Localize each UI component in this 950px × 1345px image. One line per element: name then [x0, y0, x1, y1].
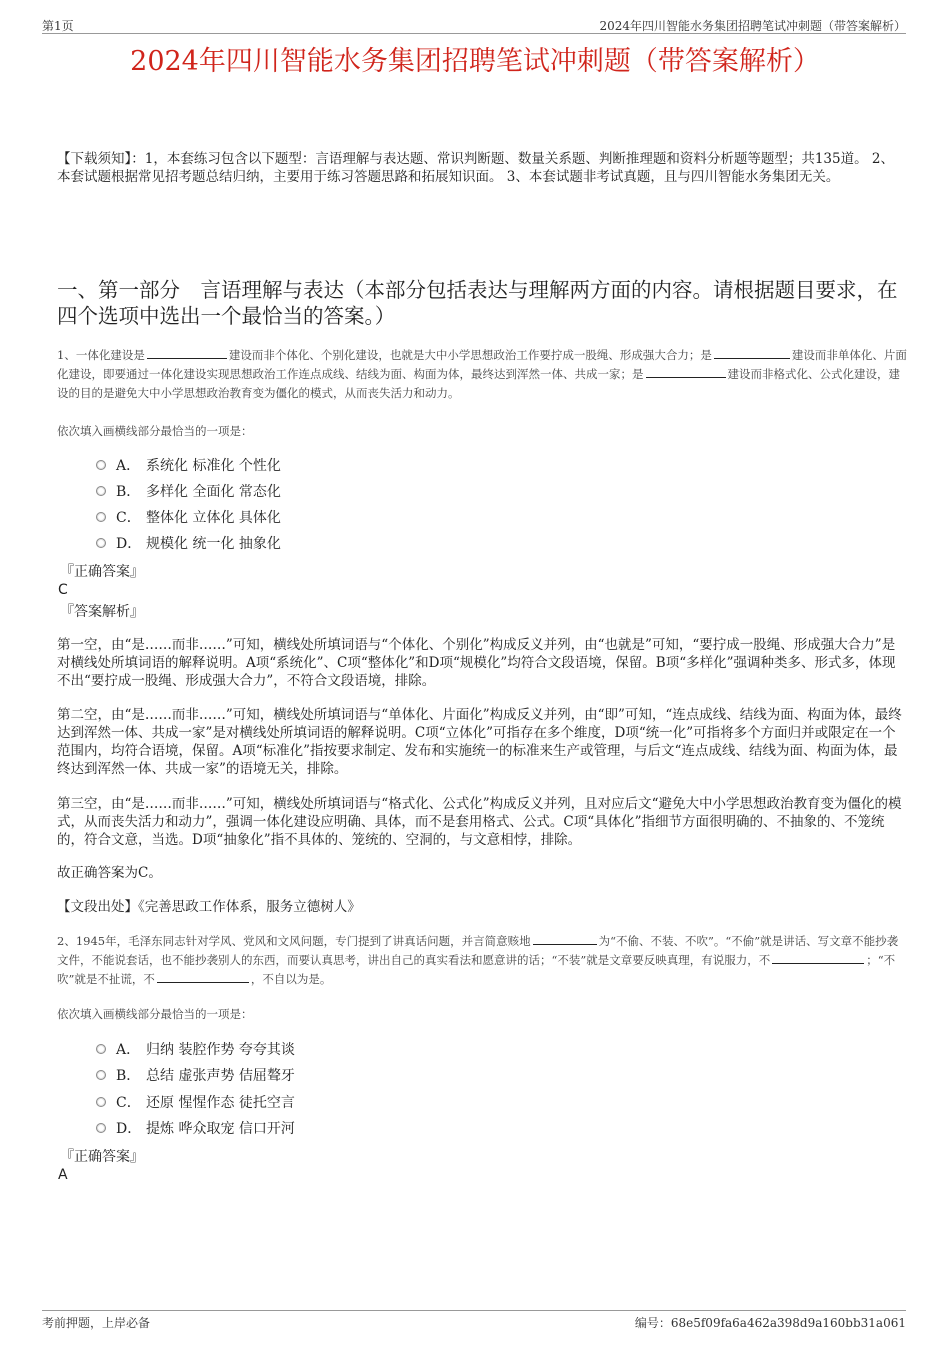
q2-text-part: ，不自以为是。 — [250, 972, 332, 986]
q1-analysis-paragraph: 第二空，由“是……而非……”可知，横线处所填词语与“单体化、片面化”构成反义并列，由“即”可知，“连点成线、结线为面、构面为体，最终达到浑然一体、共成一家”是对横线处所填词语的解释说明。C项“立体化”可指存在多个维度，D项“统一化”可指将多个方面归并或限定在一个范围内，均符合语境，保留。A项“标准化”指按要求制定、发布和实施统一的标准来生产或管理，与后文“连点成线、结线为面、构面为体，最终达到浑然一体、共成一家”的语境无关，排除。 — [57, 707, 902, 777]
q2-option-c[interactable] — [96, 1093, 295, 1113]
document-title: 2024年四川智能水务集团招聘笔试冲刺题（带答案解析） — [130, 46, 820, 77]
q1-analysis-paragraph: 第三空，由“是……而非……”可知，横线处所填词语与“格式化、公式化”构成反义并列，且对应后文“避免大中小学思想政治教育变为僵化的模式，从而丧失活力和动力”，强调一体化建设应明确、具体，而不是套用格式、公式。C项“具体化”指细节方面很明确的、不抽象的、不笼统的，符合文意，当选。D项“抽象化”指不具体的、笼统的、空洞的，与文意相悖，排除。 — [57, 796, 902, 848]
question-1-stem — [57, 346, 907, 403]
option-text: 整体化 立体化 具体化 — [146, 510, 281, 526]
fill-blank — [157, 970, 249, 983]
option-text: 多样化 全面化 常态化 — [146, 484, 281, 500]
q1-text-part: 建设而非格式化、公式化建设，建设的目的是避免大中小学思想政治教育变为僵化的模式，从而丧失活力和动力。 — [57, 367, 900, 400]
option-letter: C． — [116, 1095, 141, 1111]
footer-divider — [42, 1310, 906, 1311]
radio-icon[interactable] — [96, 1123, 106, 1133]
q1-text-part: 建设而非单体化、片面化建设，即要通过一体化建设实现思想政治工作连点成线、结线为面、构面为体，最终达到浑然一体、共成一家；是 — [57, 348, 907, 381]
q2-text-part: 为“不偷、不装、不吹”。“不偷”就是讲话、写文章不能抄袭文件，不能说套话，也不能抄袭别人的东西，而要认真思考，讲出自己的真实看法和愿意讲的话；“不装”就是文章要反映真理，有说服力，不 — [57, 934, 899, 967]
option-letter: B． — [116, 1068, 141, 1084]
radio-icon[interactable] — [96, 486, 106, 496]
q1-text-part: 建设而非个体化、个别化建设，也就是大中小学思想政治工作要拧成一股绳、形成强大合力；是 — [228, 348, 712, 362]
option-letter: D． — [116, 1121, 142, 1137]
q2-text-part: ；“不吹”就是不扯谎，不 — [57, 953, 896, 986]
option-text: 归纳 装腔作势 夸夸其谈 — [146, 1042, 295, 1058]
q1-analysis-label: 『答案解析』 — [60, 604, 144, 620]
q1-answer-label: 『正确答案』 — [60, 564, 144, 580]
fill-blank — [714, 346, 790, 359]
q1-option-a[interactable] — [96, 456, 281, 476]
option-letter: C． — [116, 510, 141, 526]
fill-blank — [646, 365, 726, 378]
q2-text-part: 2、1945年，毛泽东同志针对学风、党风和文风问题，专门提到了讲真话问题，并言简意赅地 — [57, 934, 531, 948]
fill-blank — [772, 951, 864, 964]
running-header-title: 2024年四川智能水务集团招聘笔试冲刺题（带答案解析） — [599, 19, 906, 33]
option-text: 提炼 哗众取宠 信口开河 — [146, 1121, 295, 1137]
radio-icon[interactable] — [96, 1070, 106, 1080]
header-divider — [42, 33, 906, 34]
q2-answer: A — [58, 1167, 68, 1183]
question-2-prompt: 依次填入画横线部分最恰当的一项是： — [57, 1007, 253, 1021]
q2-option-d[interactable] — [96, 1119, 295, 1139]
q1-analysis-paragraph: 第一空，由“是……而非……”可知，横线处所填词语与“个体化、个别化”构成反义并列，由“也就是”可知，“要拧成一股绳、形成强大合力”是对横线处所填词语的解释说明。A项“系统化”、C项“整体化”和D项“规模化”均符合文段语境，保留。B项“多样化”强调种类多、形式多，体现不出“要拧成一股绳、形成强大合力”，不符合文段语境，排除。 — [57, 637, 896, 689]
page-number: 第1页 — [42, 19, 74, 33]
option-text: 系统化 标准化 个性化 — [146, 458, 281, 474]
option-letter: D． — [116, 536, 142, 552]
option-text: 还原 惺惺作态 徒托空言 — [146, 1095, 295, 1111]
q1-analysis-conclusion: 故正确答案为C。 — [57, 865, 162, 881]
footer-serial-number: 编号：68e5f09fa6a462a398d9a160bb31a061 — [634, 1316, 906, 1330]
option-letter: B． — [116, 484, 141, 500]
radio-icon[interactable] — [96, 1097, 106, 1107]
q1-option-b[interactable] — [96, 482, 281, 502]
q1-option-c[interactable] — [96, 508, 281, 528]
q1-option-d[interactable] — [96, 534, 281, 554]
section-heading: 一、第一部分 言语理解与表达（本部分包括表达与理解两方面的内容。请根据题目要求，在四个选项中选出一个最恰当的答案。） — [57, 278, 898, 328]
q1-text-part: 1、一体化建设是 — [57, 348, 145, 362]
footer-slogan: 考前押题，上岸必备 — [42, 1316, 151, 1330]
question-2-stem — [57, 932, 907, 989]
q1-answer: C — [58, 582, 68, 598]
q2-option-a[interactable] — [96, 1040, 295, 1060]
option-text: 规模化 统一化 抽象化 — [146, 536, 281, 552]
fill-blank — [533, 932, 597, 945]
option-letter: A． — [116, 1042, 141, 1058]
q2-answer-label: 『正确答案』 — [60, 1149, 144, 1165]
radio-icon[interactable] — [96, 538, 106, 548]
q1-source: 【文段出处】《完善思政工作体系，服务立德树人》 — [57, 899, 361, 915]
radio-icon[interactable] — [96, 460, 106, 470]
option-letter: A． — [116, 458, 141, 474]
radio-icon[interactable] — [96, 512, 106, 522]
q2-option-b[interactable] — [96, 1066, 295, 1086]
question-1-prompt: 依次填入画横线部分最恰当的一项是： — [57, 424, 253, 438]
download-notice: 【下载须知】：1，本套练习包含以下题型：言语理解与表达题、常识判断题、数量关系题、判断推理题和资料分析题等题型；共135道。 2、本套试题根据常见招考题总结归纳，主要用于练习答题思路和拓展知识面。 3、本套试题非考试真题，且与四川智能水务集团无关。 — [57, 151, 894, 185]
radio-icon[interactable] — [96, 1044, 106, 1054]
option-text: 总结 虚张声势 佶屈聱牙 — [146, 1068, 295, 1084]
fill-blank — [147, 346, 227, 359]
